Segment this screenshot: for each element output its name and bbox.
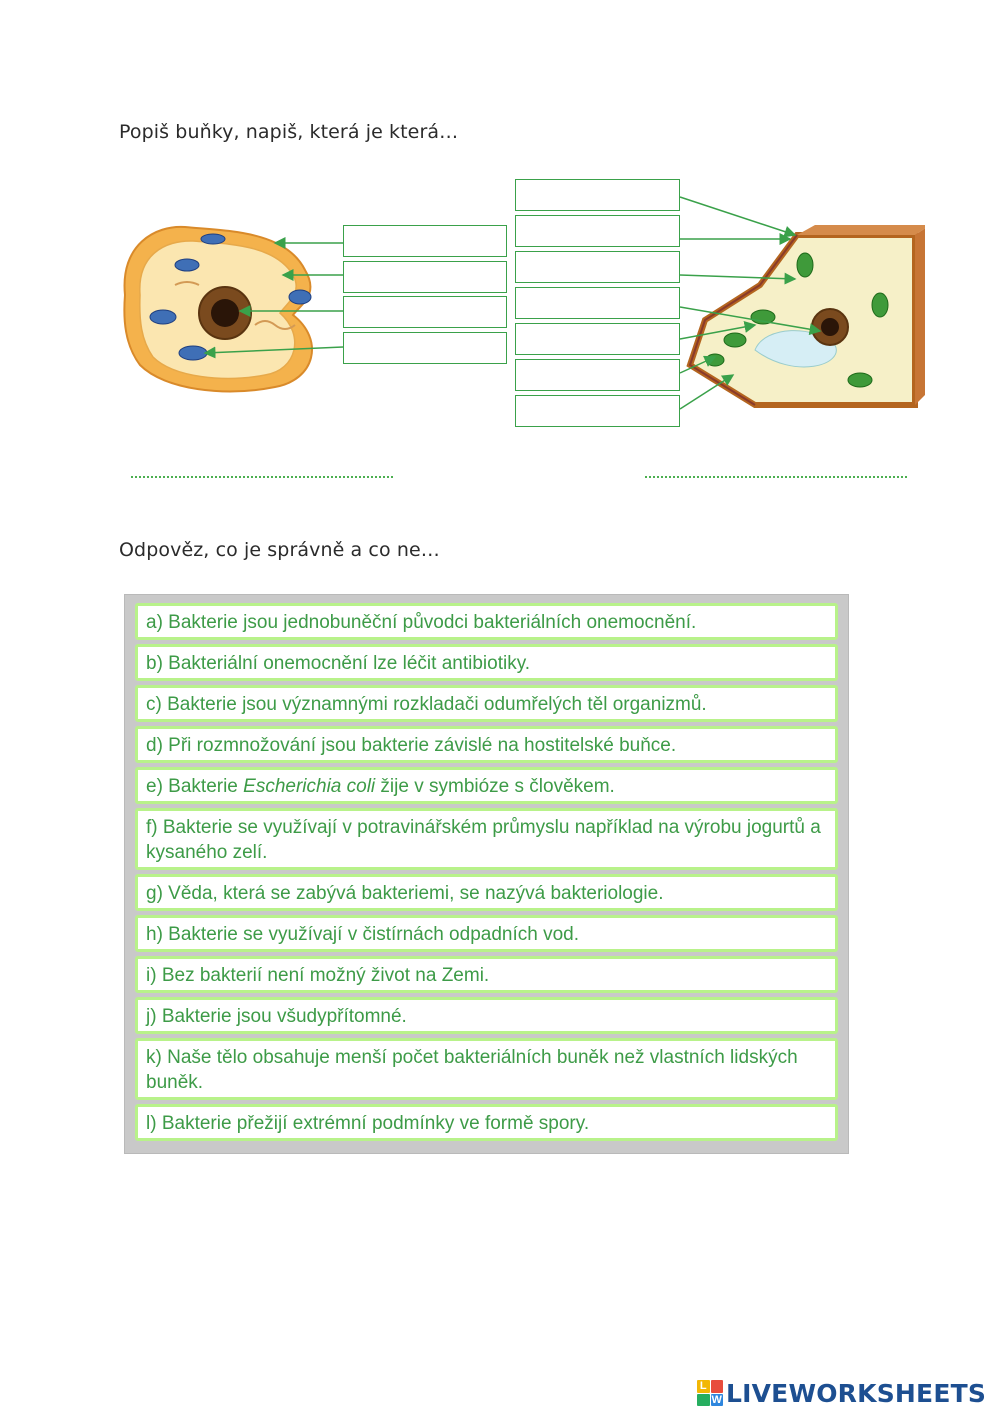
statement-e-start: e) Bakterie [146, 776, 244, 797]
statement-i[interactable]: i) Bez bakterií není možný život na Zemi. [135, 956, 838, 993]
plant-label-box-5[interactable] [515, 323, 680, 355]
logo-letter-w: W [711, 1393, 722, 1406]
plant-label-box-6[interactable] [515, 359, 680, 391]
statement-e-end: žije v symbióze s člověkem. [375, 776, 615, 797]
plant-label-box-7[interactable] [515, 395, 680, 427]
statement-d[interactable]: d) Při rozmnožování jsou bakterie závislé na hostitelské buňce. [135, 726, 838, 763]
plant-cell-name-field[interactable] [645, 476, 907, 478]
statement-a[interactable]: a) Bakterie jsou jednobuněční původci bakteriálních onemocnění. [135, 603, 838, 640]
statement-c[interactable]: c) Bakterie jsou významnými rozkladači odumřelých těl organizmů. [135, 685, 838, 722]
plant-label-box-3[interactable] [515, 251, 680, 283]
plant-label-box-1[interactable] [515, 179, 680, 211]
animal-cell-image [124, 227, 312, 392]
statement-g[interactable]: g) Věda, která se zabývá bakteriemi, se nazývá bakteriologie. [135, 874, 838, 911]
statement-f[interactable]: f) Bakterie se využívají v potravinářském průmyslu například na výrobu jogurtů a kysaného zelí. [135, 808, 838, 870]
statement-j[interactable]: j) Bakterie jsou všudypřítomné. [135, 997, 838, 1034]
animal-label-box-3[interactable] [343, 296, 507, 328]
logo-letter-l: L [697, 1380, 710, 1393]
animal-label-box-2[interactable] [343, 261, 507, 293]
cells-heading: Popiš buňky, napiš, která je která… [119, 121, 459, 143]
statement-k[interactable]: k) Naše tělo obsahuje menší počet bakteriálních buněk než vlastních lidských buněk. [135, 1038, 838, 1100]
logo-text: LIVEWORKSHEETS [726, 1378, 987, 1408]
statement-e[interactable] [135, 767, 838, 804]
plant-label-box-2[interactable] [515, 215, 680, 247]
cell-diagram [115, 175, 925, 435]
liveworksheets-icon [697, 1380, 723, 1406]
animal-label-box-1[interactable] [343, 225, 507, 257]
animal-cell-name-field[interactable] [131, 476, 393, 478]
statement-l[interactable]: l) Bakterie přežijí extrémní podmínky ve formě spory. [135, 1104, 838, 1141]
animal-label-box-4[interactable] [343, 332, 507, 364]
statement-h[interactable]: h) Bakterie se využívají v čistírnách odpadních vod. [135, 915, 838, 952]
liveworksheets-logo [697, 1378, 986, 1408]
true-false-heading: Odpověz, co je správně a co ne… [119, 539, 440, 561]
plant-label-box-4[interactable] [515, 287, 680, 319]
statements-panel [124, 594, 849, 1154]
statement-b[interactable]: b) Bakteriální onemocnění lze léčit antibiotiky. [135, 644, 838, 681]
statement-e-species: Escherichia coli [243, 776, 376, 797]
